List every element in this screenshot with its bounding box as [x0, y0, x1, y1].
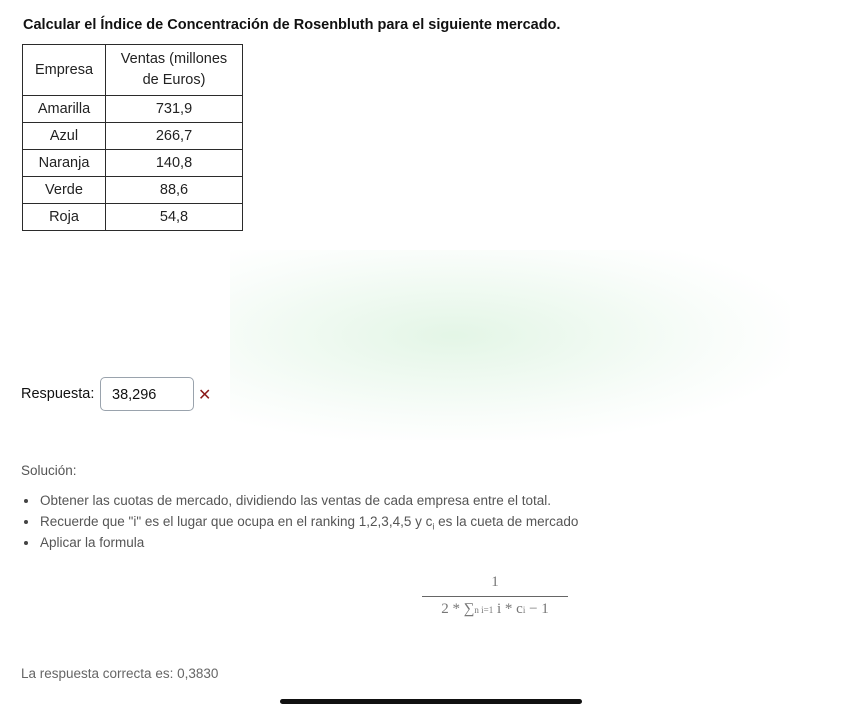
- step2-subscript: i: [432, 521, 435, 532]
- cell-ventas: 54,8: [106, 204, 243, 231]
- header-ventas-line1: Ventas (millones: [120, 51, 228, 67]
- cell-empresa: Verde: [23, 177, 106, 204]
- fraction-line: [422, 596, 568, 597]
- solution-step: Aplicar la formula: [21, 532, 578, 553]
- header-ventas-line2: de Euros): [142, 72, 206, 88]
- correct-answer-text: La respuesta correcta es: 0,3830: [21, 666, 219, 681]
- denominator-term: i * c: [493, 601, 523, 617]
- table-row: [23, 150, 243, 177]
- sales-table: [22, 44, 243, 231]
- table-row: [23, 204, 243, 231]
- cell-ventas: 140,8: [106, 150, 243, 177]
- step2-text-a: Recuerde que "i" es el lugar que ocupa en el ranking 1,2,3,4,5 y c: [40, 514, 433, 529]
- background-glow: [230, 250, 790, 440]
- cell-empresa: Azul: [23, 123, 106, 150]
- denominator-limits: n i=1: [474, 605, 494, 615]
- denominator-minus-one: − 1: [525, 601, 549, 617]
- step2-text-b: es la cueta de mercado: [434, 514, 579, 529]
- cell-ventas: 88,6: [106, 177, 243, 204]
- header-empresa: Empresa: [23, 45, 106, 96]
- answer-input[interactable]: 38,296: [100, 377, 194, 411]
- solution-step: Obtener las cuotas de mercado, dividiendo las ventas de cada empresa entre el total.: [21, 490, 578, 511]
- solution-step: [21, 511, 578, 532]
- question-title: Calcular el Índice de Concentración de Rosenbluth para el siguiente mercado.: [23, 17, 561, 33]
- solution-title: Solución:: [21, 463, 77, 478]
- cell-empresa: Naranja: [23, 150, 106, 177]
- cell-empresa: Roja: [23, 204, 106, 231]
- answer-label: Respuesta:: [21, 386, 95, 402]
- table-row: [23, 123, 243, 150]
- cell-empresa: Amarilla: [23, 96, 106, 123]
- cell-ventas: 731,9: [106, 96, 243, 123]
- solution-steps: [21, 490, 578, 553]
- formula-denominator: [420, 601, 570, 618]
- rosenbluth-formula: [420, 574, 570, 618]
- incorrect-icon: ✕: [198, 387, 212, 404]
- cell-ventas: 266,7: [106, 123, 243, 150]
- table-header-row: [23, 45, 243, 96]
- table-row: [23, 96, 243, 123]
- denominator-subscript: i: [522, 605, 526, 615]
- home-indicator-bar: [280, 699, 582, 704]
- formula-numerator: 1: [491, 574, 499, 590]
- table-row: [23, 177, 243, 204]
- denominator-sum: 2 * ∑: [441, 601, 475, 617]
- header-ventas: [106, 45, 243, 96]
